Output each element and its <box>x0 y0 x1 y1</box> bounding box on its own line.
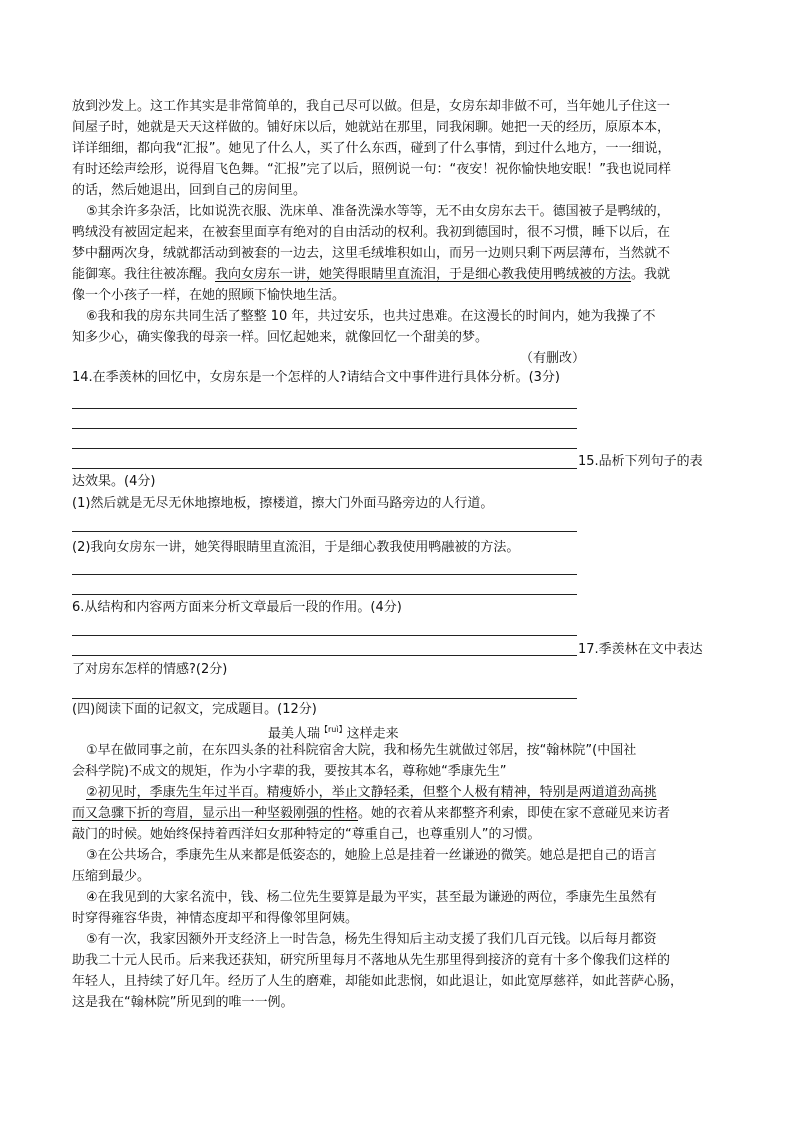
text-line: ①早在做同事之前，在东四头条的社科院宿舍大院，我和杨先生就做过邻居，按“翰林院”(中国社 <box>86 743 637 758</box>
text-line: 有时还绘声绘形，说得眉飞色舞。“汇报”完了以后，照例说一句：“夜安！祝你愉快地安眠！”我也说同样 <box>72 162 671 177</box>
question-17-cont: 了对房东怎样的情感?(2分) <box>72 662 228 677</box>
text-line <box>72 804 670 824</box>
text-line: 这是我在“翰林院”所见到的唯一一例。 <box>72 995 294 1010</box>
answer-line <box>72 655 577 656</box>
text-line: 压缩到最少。 <box>72 869 151 884</box>
text-line <box>86 783 657 803</box>
answer-line <box>72 468 577 469</box>
text-line: 知多少心，确实像我的母亲一样。回忆起她来，就像回忆一个甜美的梦。 <box>72 330 489 345</box>
underlined-sentence: 而又急骤下折的弯眉，显示出一种坚毅刚强的性格 <box>72 806 359 821</box>
text-segment: 。她的衣着从来都整齐利索，即使在家不意碰见来访者 <box>358 806 671 821</box>
text-line: 年轻人，且持续了好几年。经历了人生的磨难，却能如此悲悯，如此退让，如此宽厚慈祥，如此菩萨心肠， <box>72 974 684 989</box>
text-line: 会科学院)不成文的规矩，作为小字辈的我，要按其本名，尊称她“季康先生” <box>72 764 507 779</box>
question-17: 17.季羡林在文中表达 <box>578 642 703 657</box>
text-line: ④在我见到的大家名流中，钱、杨二位先生要算是最为平实，甚至最为谦逊的两位，季康先生虽然有 <box>86 890 657 905</box>
underlined-sentence: ②初见时，季康先生年过半百。精瘦娇小，举止文静轻柔，但整个人极有精神，特别是两道道劲高挑 <box>86 785 657 800</box>
question-15-item-1: (1)然后就是无尽无休地擦地板，擦楼道，擦大门外面马路旁边的人行道。 <box>72 496 494 511</box>
title-pinyin: 【ruì】 <box>320 725 347 734</box>
text-line: ⑤其余许多杂活，比如说洗衣服、洗床单、准备洗澡水等等，无不由女房东去干。德国被子是鸭绒的， <box>86 204 670 219</box>
text-line: ⑥我和我的房东共同生活了整整 10 年，共过安乐，也共过患难。在这漫长的时间内，她为我操了不 <box>86 309 656 324</box>
answer-line <box>72 594 577 595</box>
text-line: 助我二十元人民币。后来我还获知，研究所里每月不落地从先生那里得到接济的竟有十多个像我们这样的 <box>72 953 671 968</box>
text-line: 敲门的时候。她始终保持着西洋妇女那种特定的“尊重自己，也尊重别人”的习惯。 <box>72 827 541 842</box>
text-line: 时穿得雍容华贵，神情态度却平和得像邻里阿姨。 <box>72 911 359 926</box>
text-line: 放到沙发上。这工作其实是非常简单的，我自己尽可以做。但是，女房东却非做不可，当年她儿子住这一 <box>72 99 671 114</box>
text-line: 的话，然后她退出，回到自己的房间里。 <box>72 183 307 198</box>
section-heading: (四)阅读下面的记叙文，完成题目。(12分) <box>72 702 317 717</box>
text-line: ⑤有一次，我家因额外开支经济上一时告急，杨先生得知后主动支援了我们几百元钱。以后每月都资 <box>86 932 657 947</box>
text-line: 详详细细，都向我“汇报”。她见了什么人，买了什么东西，碰到了什么事情，到过什么地方，一一细说， <box>72 141 671 156</box>
answer-line <box>72 698 577 699</box>
answer-line <box>72 428 577 429</box>
text-line <box>72 265 670 285</box>
answer-line <box>72 408 577 409</box>
answer-line <box>72 448 577 449</box>
question-14: 14.在季羡林的回忆中，女房东是一个怎样的人?请结合文中事件进行具体分析。(3分) <box>72 370 560 385</box>
text-segment: 能御寒。我往往被冻醒。 <box>72 267 216 282</box>
title-text: 最美人瑞 <box>268 726 321 742</box>
answer-line <box>72 531 577 532</box>
source-note: （有删改） <box>520 351 586 366</box>
text-line: 鸭绒没有被固定起来，在被套里面享有绝对的自由活动的权利。我初到德国时，很不习惯，睡下以后，在 <box>72 225 671 240</box>
text-line: ③在公共场合，季康先生从来都是低姿态的，她脸上总是挂着一丝谦逊的微笑。她总是把自己的语言 <box>86 848 657 863</box>
question-15-item-2: (2)我向女房东一讲，她笑得眼睛里直流泪，于是细心教我使用鸭融被的方法。 <box>72 540 520 555</box>
text-line: 梦中翻两次身，绒就都活动到被套的一边去，这里毛绒堆积如山，而另一边则只剩下两层薄布，当然就不 <box>72 246 671 261</box>
text-segment: 。我就 <box>631 267 671 282</box>
answer-line <box>72 635 577 636</box>
answer-line <box>72 574 577 575</box>
question-15-cont: 达效果。(4分) <box>72 474 156 489</box>
text-line: 像一个小孩子一样，在她的照顾下愉快地生活。 <box>72 288 346 303</box>
question-15: 15.品析下列句子的表 <box>578 454 703 469</box>
question-16: 6.从结构和内容两方面来分析文章最后一段的作用。(4分) <box>72 600 402 615</box>
underlined-sentence: 我向女房东一讲，她笑得眼睛里直流泪，于是细心教我使用鸭绒被的方法 <box>215 267 632 282</box>
title-text: 这样走来 <box>346 726 399 742</box>
text-line: 间屋子时，她就是天天这样做的。铺好床以后，她就站在那里，同我闲聊。她把一天的经历，原原本本， <box>72 120 671 135</box>
